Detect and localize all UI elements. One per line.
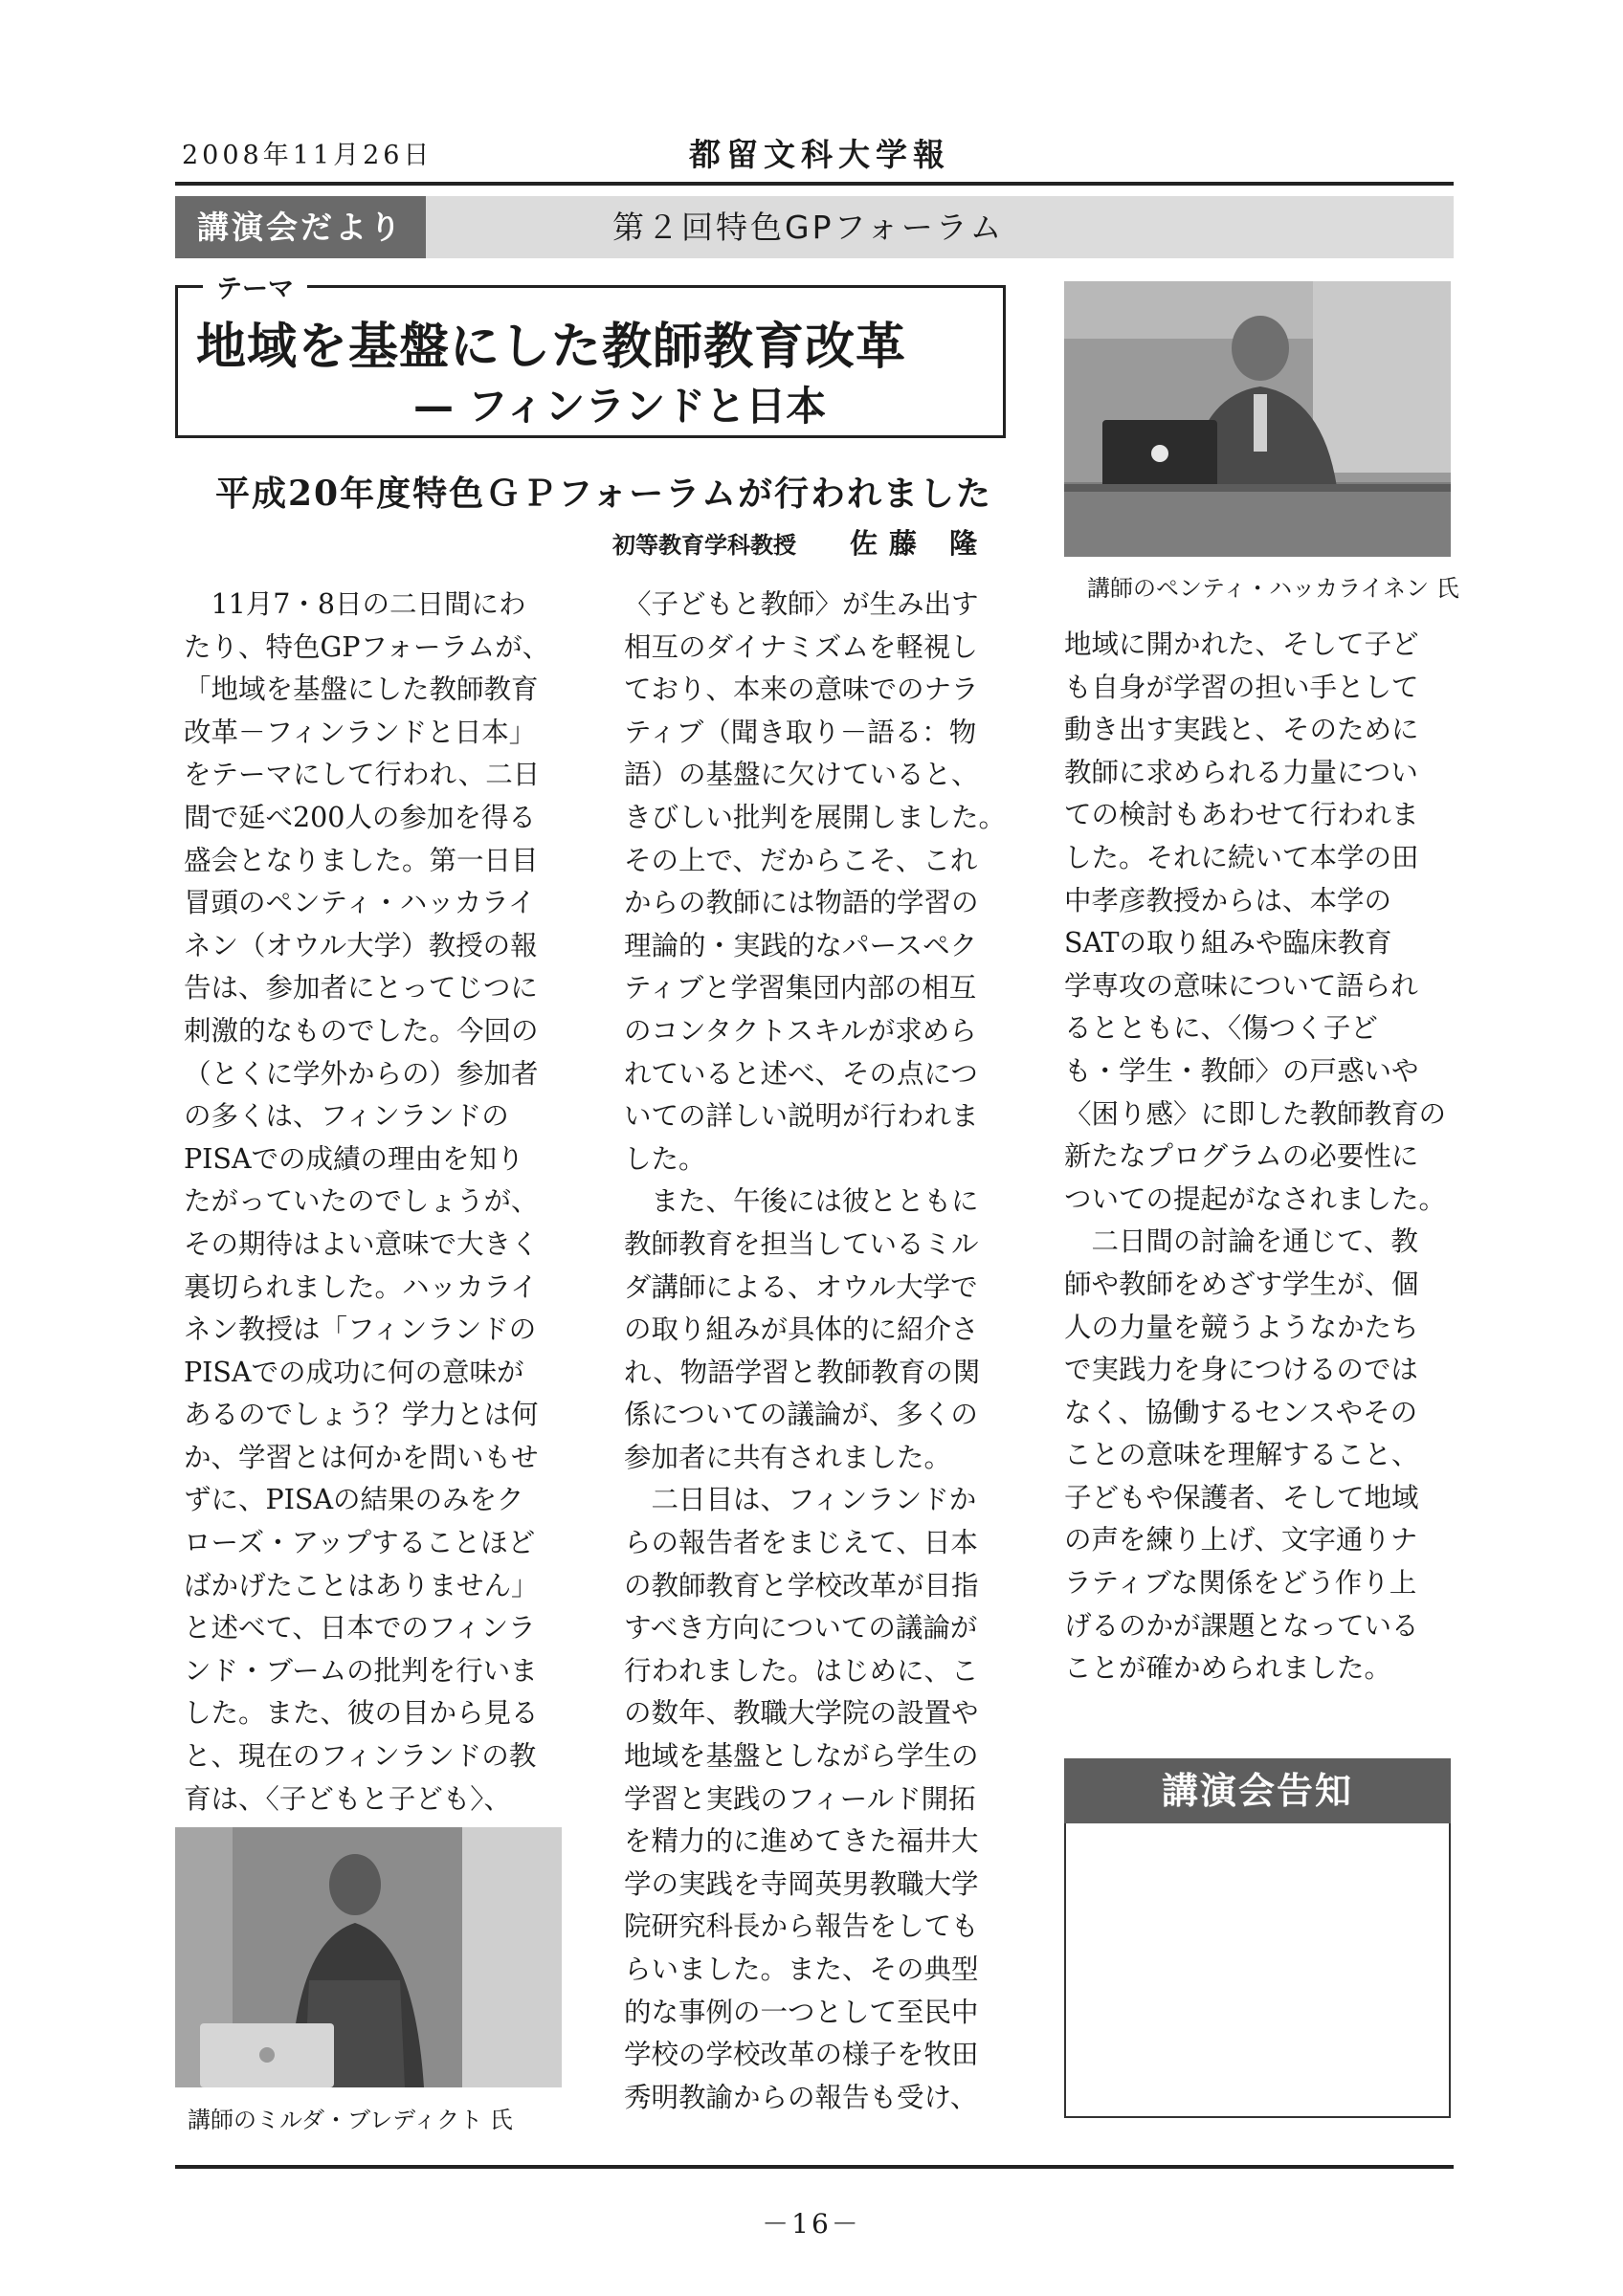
speaker-photo-bredikt (175, 1827, 562, 2087)
text-line: からの教師には物語的学習の (624, 887, 979, 919)
text-line: 「地域を基盤にした教師教育 (184, 673, 539, 706)
header-rule (175, 182, 1454, 186)
text-line: るとともに、〈傷つく子ど (1064, 1012, 1378, 1045)
text-line: も・学生・教師〉の戸惑いや (1064, 1054, 1419, 1087)
lecturer-photo-illustration (175, 1827, 562, 2087)
lecture-notice-heading: 講演会告知 (1064, 1758, 1451, 1823)
text-line: 地域を基盤としながら学生の (624, 1740, 979, 1773)
text-line: 裏切られました。ハッカライ (184, 1270, 538, 1303)
text-line: ティブと学習集団内部の相互 (624, 972, 977, 1004)
text-line: 〈子どもと教師〉が生み出す (624, 588, 979, 620)
section-label: 講演会だより (175, 196, 426, 258)
text-line: 学の実践を寺岡英男教職大学 (624, 1867, 979, 1900)
text-line: 間で延べ200人の参加を得る (184, 801, 536, 833)
text-line: 学校の学校改革の様子を牧田 (624, 2039, 979, 2071)
photo-caption-bottom: 講師のミルダ・ブレディクト 氏 (188, 2107, 513, 2133)
article-column-2 (624, 584, 1007, 2119)
text-line: 行われました。はじめに、こ (624, 1654, 979, 1687)
section-title: 第２回特色GPフォーラム (612, 209, 1005, 246)
text-line: ダ講師による、オウル大学で (624, 1270, 978, 1303)
article-column-1 (184, 584, 562, 1821)
text-line: SATの取り組みや臨床教育 (1064, 927, 1392, 960)
text-line: ばかげたことはありません」 (184, 1569, 539, 1601)
text-line: 動き出す実践と、そのために (1064, 714, 1419, 746)
text-line: らいました。また、その典型 (624, 1954, 979, 1985)
text-line: のコンタクトスキルが求めら (624, 1014, 977, 1047)
text-line: 教師に求められる力量につい (1064, 756, 1418, 788)
text-line: 理論的・実践的なパースペク (624, 929, 978, 961)
text-line: 院研究科長から報告をしても (624, 1910, 979, 1943)
text-line: も自身が学習の担い手として (1064, 671, 1419, 703)
text-line: ンド・ブームの批判を行いま (184, 1654, 538, 1687)
text-line: した。 (624, 1142, 706, 1175)
text-line: いての詳しい説明が行われま (624, 1100, 979, 1133)
text-line: ラティブな関係をどう作り上 (1064, 1567, 1417, 1600)
text-line: げるのかが課題となっている (1064, 1609, 1419, 1642)
text-line: と述べて、日本でのフィンラ (184, 1612, 536, 1645)
text-line: 人の力量を競うようなかたち (1064, 1311, 1419, 1343)
text-line: すべき方向についての議論が (624, 1612, 978, 1645)
text-line: PISAでの成功に何の意味が (184, 1356, 524, 1388)
text-line: ての検討もあわせて行われま (1064, 799, 1419, 831)
theme-tag: テーマ (203, 268, 307, 305)
text-line: の多くは、フィンランドの (184, 1100, 509, 1133)
text-line: 係についての議論が、多くの (624, 1399, 978, 1431)
text-line: 盛会となりました。第一日目 (184, 844, 539, 876)
text-line: なく、協働するセンスやその (1064, 1396, 1418, 1428)
text-line: と、現在のフィンランドの教 (184, 1740, 537, 1773)
text-line: の取り組みが具体的に紹介さ (624, 1314, 979, 1346)
theme-main-title: 地域を基盤にした教師教育改革 (196, 319, 907, 376)
text-line: した。それに続いて本学の田 (1064, 841, 1419, 873)
text-line: を精力的に進めてきた福井大 (624, 1825, 979, 1858)
author-name: 佐藤 隆 (850, 527, 989, 560)
text-line: 学習と実践のフィールド開拓 (624, 1782, 976, 1815)
text-line: 的な事例の一つとして至民中 (624, 1996, 979, 2028)
text-line: 新たなプログラムの必要性に (1064, 1140, 1419, 1173)
text-line: した。また、彼の目から見る (184, 1697, 539, 1730)
text-line: の声を練り上げ、文字通りナ (1064, 1524, 1418, 1556)
text-line: 語）の基盤に欠けていると、 (624, 759, 979, 791)
text-line: 二日目は、フィンランドか (624, 1484, 977, 1516)
text-line: ティブ（聞き取り－語る：物 (624, 716, 977, 748)
speaker-photo-illustration (1064, 281, 1451, 557)
text-line: 学専攻の意味について語られ (1064, 969, 1418, 1002)
issue-date: 2008年11月26日 (182, 141, 434, 170)
text-line: らの報告者をまじえて、日本 (624, 1527, 978, 1559)
article-title: 平成20年度特色ＧＰフォーラムが行われました (215, 474, 992, 514)
text-line: をテーマにして行われ、二日 (184, 759, 541, 791)
article-column-3 (1064, 624, 1447, 1690)
text-line: ており、本来の意味でのナラ (624, 673, 979, 706)
text-line: その期待はよい意味で大きく (184, 1227, 539, 1260)
text-line: 〈困り感〉に即した教師教育の (1064, 1097, 1447, 1130)
text-line: 告は、参加者にとってじつに (184, 972, 538, 1004)
text-line: か、学習とは何かを問いもせ (184, 1441, 539, 1473)
text-line: の教師教育と学校改革が目指 (624, 1569, 979, 1601)
text-line: ネン（オウル大学）教授の報 (184, 929, 538, 961)
text-line: 秀明教諭からの報告も受け、 (624, 2081, 978, 2113)
text-line: ネン教授は「フィンランドの (184, 1314, 537, 1346)
text-line: PISAでの成績の理由を知り (184, 1142, 524, 1175)
text-line: 育は、〈子どもと子ども〉、 (184, 1782, 512, 1815)
text-line: 教師教育を担当しているミル (624, 1227, 979, 1260)
text-line: たり、特色GPフォーラムが、 (184, 630, 550, 663)
text-line: また、午後には彼とともに (624, 1185, 979, 1218)
text-line: ついての提起がなされました。 (1064, 1182, 1447, 1215)
text-line: れていると述べ、その点につ (624, 1057, 978, 1090)
text-line: 師や教師をめざす学生が、個 (1064, 1268, 1419, 1300)
text-line: たがっていたのでしょうが、 (184, 1185, 539, 1218)
text-line: あるのでしょう？学力とは何 (184, 1399, 539, 1431)
text-line: （とくに学外からの）参加者 (184, 1057, 539, 1090)
text-line: ことの意味を理解すること、 (1064, 1439, 1419, 1471)
text-line: 地域に開かれた、そして子ど (1064, 629, 1419, 660)
theme-subtitle: — フィンランドと日本 (413, 383, 827, 430)
text-line: れ、物語学習と教師教育の関 (624, 1356, 981, 1388)
text-line: 参加者に共有されました。 (624, 1441, 952, 1473)
text-line: で実践力を身につけるのでは (1064, 1354, 1418, 1386)
text-line: 改革－フィンランドと日本」 (184, 716, 537, 748)
text-line: ずに、PISAの結果のみをク (184, 1484, 524, 1516)
text-line: きびしい批判を展開しました。 (624, 801, 1007, 833)
text-line: 相互のダイナミズムを軽視し (624, 630, 978, 663)
text-line: 子どもや保護者、そして地域 (1064, 1481, 1419, 1513)
text-line: 冒頭のペンティ・ハッカライ (184, 887, 536, 919)
text-line: ローズ・アップすることほど (184, 1527, 536, 1559)
footer-rule (175, 2165, 1454, 2169)
text-line: その上で、だからこそ、これ (624, 844, 978, 876)
text-line: 中孝彦教授からは、本学の (1064, 884, 1392, 916)
text-line: 11月7・8日の二日間にわ (184, 588, 526, 620)
text-line: ことが確かめられました。 (1064, 1652, 1392, 1685)
speaker-photo-hakkarainen (1064, 281, 1451, 557)
text-line: 刺激的なものでした。今回の (184, 1014, 539, 1047)
text-line: 二日間の討論を通じて、教 (1064, 1225, 1418, 1258)
text-line: の数年、教職大学院の設置や (624, 1697, 979, 1730)
page-number: －16－ (762, 2208, 861, 2240)
author-role: 初等教育学科教授 (612, 532, 796, 559)
photo-caption-top: 講師のペンティ・ハッカライネン 氏 (1087, 575, 1459, 602)
publication-title: 都留文科大学報 (689, 136, 950, 173)
